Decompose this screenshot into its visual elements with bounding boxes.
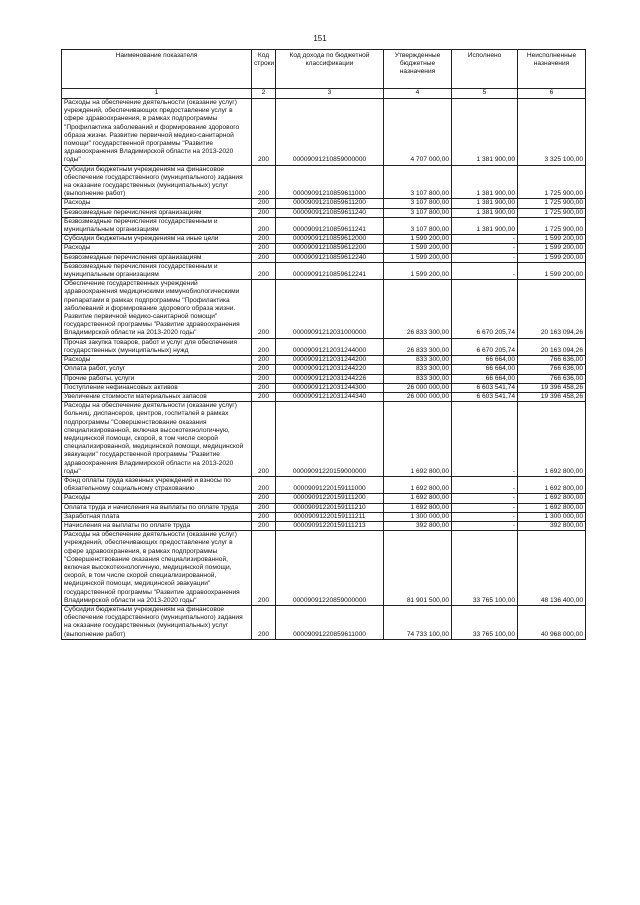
row-income-code: 00009091210859611200 — [276, 199, 384, 208]
row-unexecuted-amount: 1 692 800,00 — [518, 476, 586, 493]
row-indicator-name: Расходы — [62, 494, 252, 503]
row-income-code: 00009091212031244200 — [276, 356, 384, 365]
row-unexecuted-amount: 1 599 200,00 — [518, 235, 586, 244]
row-approved-amount: 26 000 000,00 — [384, 392, 452, 401]
row-indicator-name: Расходы — [62, 244, 252, 253]
table-row — [62, 374, 586, 383]
row-executed-amount: - — [452, 253, 518, 262]
row-income-code: 00009091212031244000 — [276, 338, 384, 355]
table-row — [62, 383, 586, 392]
row-indicator-name: Поступление нефинансовых активов — [62, 383, 252, 392]
row-executed-amount: 66 664,00 — [452, 365, 518, 374]
column-number: 3 — [276, 89, 384, 99]
row-approved-amount: 26 000 000,00 — [384, 383, 452, 392]
table-row — [62, 476, 586, 493]
row-line-code: 200 — [252, 476, 276, 493]
row-executed-amount: 66 664,00 — [452, 356, 518, 365]
row-approved-amount: 3 107 800,00 — [384, 217, 452, 234]
column-number: 4 — [384, 89, 452, 99]
table-row — [62, 402, 586, 477]
row-indicator-name: Расходы — [62, 199, 252, 208]
row-income-code: 00009091210859612240 — [276, 253, 384, 262]
row-line-code: 200 — [252, 374, 276, 383]
row-executed-amount: 1 381 900,00 — [452, 208, 518, 217]
table-row — [62, 280, 586, 338]
row-line-code: 200 — [252, 253, 276, 262]
row-executed-amount: 33 765 100,00 — [452, 605, 518, 639]
row-approved-amount: 833 300,00 — [384, 374, 452, 383]
row-income-code: 00009091212031244220 — [276, 365, 384, 374]
row-income-code: 00009091212031000000 — [276, 280, 384, 338]
row-income-code: 00009091210859611241 — [276, 217, 384, 234]
row-approved-amount: 1 300 000,00 — [384, 512, 452, 521]
row-line-code: 200 — [252, 244, 276, 253]
row-income-code: 00009091220859611000 — [276, 605, 384, 639]
row-indicator-name: Субсидии бюджетным учреждениям на финансовое обеспечение государственного (муниципального) задания на оказание государственных (муниципальных) услуг (выполнение работ) — [62, 165, 252, 199]
table-row — [62, 365, 586, 374]
table-row — [62, 338, 586, 355]
row-executed-amount: 33 765 100,00 — [452, 531, 518, 606]
row-executed-amount: 1 381 900,00 — [452, 165, 518, 199]
row-indicator-name: Субсидии бюджетным учреждениям на финансовое обеспечение государственного (муниципального) задания на оказание государственных (муниципальных) услуг (выполнение работ) — [62, 605, 252, 639]
table-row — [62, 244, 586, 253]
row-approved-amount: 1 599 200,00 — [384, 253, 452, 262]
row-indicator-name: Расходы — [62, 356, 252, 365]
row-approved-amount: 833 300,00 — [384, 356, 452, 365]
row-unexecuted-amount: 20 163 094,26 — [518, 280, 586, 338]
row-indicator-name: Заработная плата — [62, 512, 252, 521]
page-number: 151 — [313, 34, 327, 43]
row-line-code: 200 — [252, 208, 276, 217]
row-income-code: 00009091220159111210 — [276, 503, 384, 512]
row-unexecuted-amount: 1 300 000,00 — [518, 512, 586, 521]
row-line-code: 200 — [252, 494, 276, 503]
row-income-code: 00009091212031244300 — [276, 383, 384, 392]
row-indicator-name: Оплата труда и начисления на выплаты по оплате труда — [62, 503, 252, 512]
row-income-code: 00009091210859612000 — [276, 235, 384, 244]
row-executed-amount: 6 603 541,74 — [452, 392, 518, 401]
row-indicator-name: Расходы на обеспечение деятельности (оказание услуг) учреждений, обеспечивающих предоставление услуг в сфере здравоохранения, в рамках подпрограммы "Профилактика заболеваний и формирование здорового образа жизни. Развитие первичной медико-санитарной помощи" государственной программы "Развитие здравоохранения Владимирской области на 2013-2020 годы" — [62, 99, 252, 166]
row-line-code: 200 — [252, 262, 276, 279]
budget-execution-table — [61, 49, 586, 640]
row-income-code: 00009091220159111000 — [276, 476, 384, 493]
table-row — [62, 165, 586, 199]
row-executed-amount: - — [452, 512, 518, 521]
row-line-code: 200 — [252, 392, 276, 401]
row-line-code: 200 — [252, 531, 276, 606]
row-line-code: 200 — [252, 512, 276, 521]
row-line-code: 200 — [252, 280, 276, 338]
header-executed: Исполнено — [452, 50, 518, 89]
row-approved-amount: 1 599 200,00 — [384, 235, 452, 244]
row-executed-amount: - — [452, 244, 518, 253]
row-approved-amount: 81 901 500,00 — [384, 531, 452, 606]
row-indicator-name: Начисления на выплаты по оплате труда — [62, 521, 252, 530]
row-line-code: 200 — [252, 99, 276, 166]
row-approved-amount: 26 833 300,00 — [384, 338, 452, 355]
row-unexecuted-amount: 1 725 900,00 — [518, 208, 586, 217]
row-approved-amount: 4 707 000,00 — [384, 99, 452, 166]
row-unexecuted-amount: 48 136 400,00 — [518, 531, 586, 606]
column-number: 1 — [62, 89, 252, 99]
row-executed-amount: 6 670 205,74 — [452, 280, 518, 338]
row-unexecuted-amount: 19 396 458,26 — [518, 383, 586, 392]
row-indicator-name: Прочие работы, услуги — [62, 374, 252, 383]
row-approved-amount: 833 300,00 — [384, 365, 452, 374]
row-line-code: 200 — [252, 356, 276, 365]
column-number: 6 — [518, 89, 586, 99]
row-approved-amount: 1 692 800,00 — [384, 476, 452, 493]
row-indicator-name: Расходы на обеспечение деятельности (оказание услуг) учреждений, обеспечивающих предоставление услуг в сфере здравоохранения, в рамках подпрограммы "Совершенствование оказания специализированной, включая высокотехнологичную, медицинской помощи, скорой, в том числе скорой специализированной, медицинской помощи, медицинской эвакуации" государственной программы "Развитие здравоохранения Владимирской области на 2013-2020 годы" — [62, 531, 252, 606]
row-executed-amount: - — [452, 262, 518, 279]
row-indicator-name: Фонд оплаты труда казенных учреждений и взносы по обязательному социальному страхованию — [62, 476, 252, 493]
table-row — [62, 262, 586, 279]
row-indicator-name: Расходы на обеспечение деятельности (оказание услуг) больниц, диспансеров, центров, госпиталей в рамках подпрограммы "Совершенствование оказания специализированной, включая высокотехнологичную, медицинской помощи, скорой, в том числе скорой специализированной, медицинской помощи, медицинской эвакуации" государственной программы "Развитие здравоохранения Владимирской области на 2013-2020 годы" — [62, 402, 252, 477]
row-unexecuted-amount: 766 636,00 — [518, 365, 586, 374]
row-income-code: 00009091220159111213 — [276, 521, 384, 530]
header-indicator-name: Наименование показателя — [62, 50, 252, 89]
row-income-code: 00009091210859000000 — [276, 99, 384, 166]
row-approved-amount: 1 599 200,00 — [384, 244, 452, 253]
row-executed-amount: 6 670 205,74 — [452, 338, 518, 355]
row-unexecuted-amount: 19 396 458,26 — [518, 392, 586, 401]
row-line-code: 200 — [252, 165, 276, 199]
row-indicator-name: Безвозмездные перечисления государственным и муниципальным организациям — [62, 262, 252, 279]
row-income-code: 00009091212031244340 — [276, 392, 384, 401]
table-row — [62, 199, 586, 208]
row-approved-amount: 26 833 300,00 — [384, 280, 452, 338]
header-line-code: Код строки — [252, 50, 276, 89]
row-line-code: 200 — [252, 217, 276, 234]
row-income-code: 00009091220159111200 — [276, 494, 384, 503]
row-income-code: 00009091210859612241 — [276, 262, 384, 279]
column-number: 2 — [252, 89, 276, 99]
table-body — [62, 99, 586, 640]
row-line-code: 200 — [252, 365, 276, 374]
table-row — [62, 99, 586, 166]
row-income-code: 00009091210859611240 — [276, 208, 384, 217]
table-column-numbers-row — [62, 89, 586, 99]
row-unexecuted-amount: 20 163 094,26 — [518, 338, 586, 355]
row-unexecuted-amount: 766 636,00 — [518, 374, 586, 383]
row-indicator-name: Обеспечение государственных учреждений здравоохранения медицинскими иммунобиологическими препаратами в рамках подпрограммы "Профилактика заболеваний и формирование здорового образа жизни. Развитие первичной медико-санитарной помощи" государственной программы "Развитие здравоохранения Владимирской области на 2013-2020 годы" — [62, 280, 252, 338]
row-unexecuted-amount: 1 599 200,00 — [518, 262, 586, 279]
row-unexecuted-amount: 1 692 800,00 — [518, 494, 586, 503]
row-line-code: 200 — [252, 235, 276, 244]
row-approved-amount: 1 692 800,00 — [384, 503, 452, 512]
row-executed-amount: 6 603 541,74 — [452, 383, 518, 392]
row-approved-amount: 74 733 100,00 — [384, 605, 452, 639]
row-income-code: 00009091220859000000 — [276, 531, 384, 606]
table-row — [62, 217, 586, 234]
column-number: 5 — [452, 89, 518, 99]
row-line-code: 200 — [252, 383, 276, 392]
row-indicator-name: Безвозмездные перечисления организациям — [62, 253, 252, 262]
row-approved-amount: 3 107 800,00 — [384, 208, 452, 217]
row-approved-amount: 1 599 200,00 — [384, 262, 452, 279]
row-income-code: 00009091220159000000 — [276, 402, 384, 477]
row-approved-amount: 3 107 800,00 — [384, 165, 452, 199]
table-row — [62, 253, 586, 262]
row-approved-amount: 3 107 800,00 — [384, 199, 452, 208]
row-unexecuted-amount: 1 692 800,00 — [518, 503, 586, 512]
row-indicator-name: Прочая закупка товаров, работ и услуг для обеспечения государственных (муниципальных) нужд — [62, 338, 252, 355]
table-row — [62, 605, 586, 639]
row-unexecuted-amount: 1 599 200,00 — [518, 253, 586, 262]
row-unexecuted-amount: 1 725 900,00 — [518, 217, 586, 234]
table-row — [62, 503, 586, 512]
row-unexecuted-amount: 1 725 900,00 — [518, 199, 586, 208]
row-line-code: 200 — [252, 503, 276, 512]
row-income-code: 00009091210859612200 — [276, 244, 384, 253]
table-row — [62, 494, 586, 503]
row-unexecuted-amount: 766 636,00 — [518, 356, 586, 365]
row-indicator-name: Субсидии бюджетным учреждениям на иные цели — [62, 235, 252, 244]
row-indicator-name: Безвозмездные перечисления организациям — [62, 208, 252, 217]
row-line-code: 200 — [252, 199, 276, 208]
row-unexecuted-amount: 1 692 800,00 — [518, 402, 586, 477]
row-line-code: 200 — [252, 521, 276, 530]
row-approved-amount: 1 692 800,00 — [384, 494, 452, 503]
row-indicator-name: Безвозмездные перечисления государственным и муниципальным организациям — [62, 217, 252, 234]
row-unexecuted-amount: 1 725 900,00 — [518, 165, 586, 199]
row-unexecuted-amount: 40 968 000,00 — [518, 605, 586, 639]
header-income-code: Код дохода по бюджетной классификации — [276, 50, 384, 89]
table-row — [62, 235, 586, 244]
row-executed-amount: 1 381 900,00 — [452, 99, 518, 166]
row-executed-amount: 1 381 900,00 — [452, 217, 518, 234]
row-unexecuted-amount: 1 599 200,00 — [518, 244, 586, 253]
row-executed-amount: - — [452, 521, 518, 530]
row-unexecuted-amount: 392 800,00 — [518, 521, 586, 530]
row-executed-amount: - — [452, 476, 518, 493]
table-row — [62, 356, 586, 365]
row-line-code: 200 — [252, 605, 276, 639]
table-row — [62, 531, 586, 606]
row-executed-amount: - — [452, 402, 518, 477]
row-unexecuted-amount: 3 325 100,00 — [518, 99, 586, 166]
row-income-code: 00009091220159111211 — [276, 512, 384, 521]
row-indicator-name: Увеличение стоимости материальных запасов — [62, 392, 252, 401]
header-approved: Утвержденные бюджетные назначения — [384, 50, 452, 89]
row-line-code: 200 — [252, 338, 276, 355]
row-executed-amount: - — [452, 494, 518, 503]
row-approved-amount: 392 800,00 — [384, 521, 452, 530]
table-row — [62, 392, 586, 401]
table-row — [62, 512, 586, 521]
header-unexecuted: Неисполненные назначения — [518, 50, 586, 89]
table-row — [62, 521, 586, 530]
table-header-row — [62, 50, 586, 89]
row-indicator-name: Оплата работ, услуг — [62, 365, 252, 374]
row-income-code: 00009091210859611000 — [276, 165, 384, 199]
row-income-code: 00009091212031244226 — [276, 374, 384, 383]
row-executed-amount: - — [452, 503, 518, 512]
row-executed-amount: 1 381 900,00 — [452, 199, 518, 208]
row-executed-amount: 66 664,00 — [452, 374, 518, 383]
table-row — [62, 208, 586, 217]
row-approved-amount: 1 692 800,00 — [384, 402, 452, 477]
row-executed-amount: - — [452, 235, 518, 244]
row-line-code: 200 — [252, 402, 276, 477]
